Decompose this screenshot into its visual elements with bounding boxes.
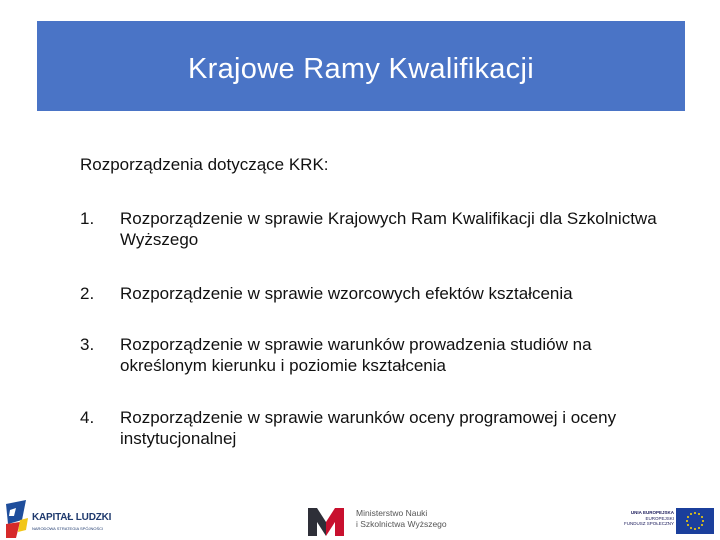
item-number: 4.	[80, 408, 95, 427]
eu-line-3: FUNDUSZ SPOŁECZNY	[623, 521, 674, 526]
kapital-ludzki-mark-icon	[4, 498, 30, 540]
eu-logo	[618, 508, 718, 538]
ministry-mark-icon	[308, 508, 344, 536]
ministry-line-1: Ministerstwo Nauki	[356, 508, 428, 518]
list-item	[80, 208, 660, 250]
eu-line-2: EUROPEJSKI	[645, 515, 674, 521]
intro-text: Rozporządzenia dotyczące KRK:	[80, 155, 329, 174]
ministry-line-2: i Szkolnictwa Wyższego	[356, 519, 447, 529]
item-text: Rozporządzenie w sprawie warunków prowadzenia studiów na określonym kierunku i poziomie kształcenia	[120, 335, 592, 375]
kapital-ludzki-subtitle: NARODOWA STRATEGIA SPÓJNOŚCI	[32, 526, 104, 531]
list-item	[80, 334, 660, 376]
ministry-logo	[308, 504, 448, 540]
item-text: Rozporządzenie w sprawie Krajowych Ram Kwalifikacji dla Szkolnictwa Wyższego	[120, 209, 657, 249]
eu-line-1: UNIA EUROPEJSKA	[630, 510, 674, 515]
footer-logos	[0, 490, 720, 540]
page-title: Krajowe Ramy Kwalifikacji	[188, 52, 534, 85]
eu-text	[618, 510, 674, 527]
item-number: 2.	[80, 284, 95, 303]
list-item	[80, 407, 660, 449]
title-banner	[37, 21, 685, 111]
item-number: 1.	[80, 209, 95, 228]
item-text: Rozporządzenie w sprawie warunków oceny programowej i oceny instytucjonalnej	[120, 408, 617, 448]
list-item	[80, 283, 660, 304]
kapital-ludzki-logo	[4, 498, 126, 540]
item-text: Rozporządzenie w sprawie wzorcowych efektów kształcenia	[120, 284, 573, 303]
item-number: 3.	[80, 335, 95, 354]
eu-flag-icon	[676, 508, 714, 534]
ministry-name	[356, 508, 447, 530]
kapital-ludzki-title: KAPITAŁ LUDZKI	[32, 512, 112, 523]
